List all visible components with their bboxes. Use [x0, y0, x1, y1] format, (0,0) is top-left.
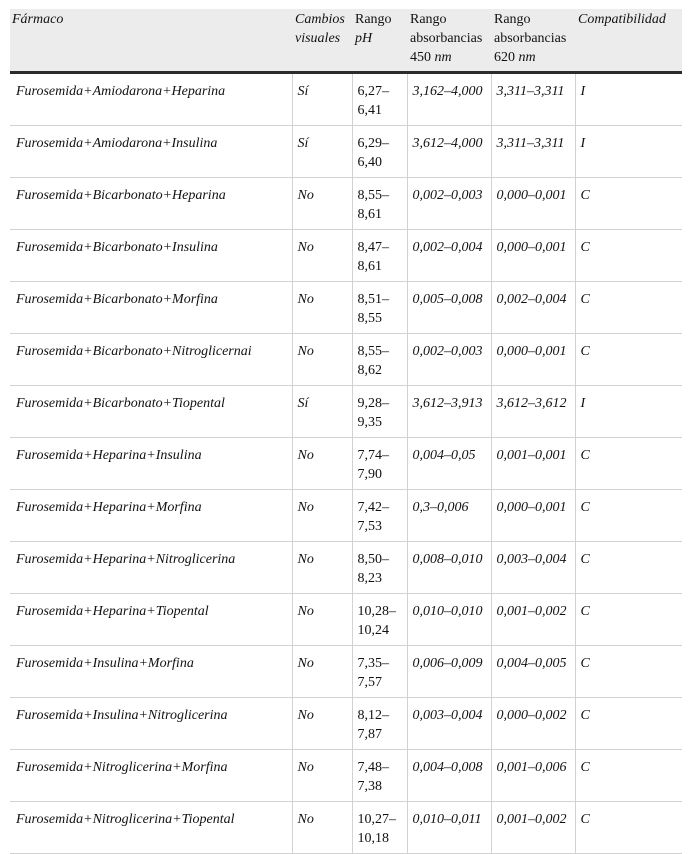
table-row [10, 490, 682, 542]
header-abs-450 [407, 9, 491, 73]
cell-rango-ph: 7,48–7,38 [352, 750, 407, 802]
header-compatibilidad: Compatibilidad [575, 9, 682, 73]
table-row [10, 750, 682, 802]
cell-compatibilidad: C [575, 802, 682, 854]
cell-farmaco: Furosemida+Insulina+Nitroglicerina [10, 698, 292, 750]
header-abs-450-text: Rango absorbancias 450 [410, 12, 483, 65]
cell-rango-ph: 10,28–10,24 [352, 594, 407, 646]
cell-cambios-visuales: No [292, 750, 352, 802]
cell-abs-450: 0,002–0,003 [407, 178, 491, 230]
cell-compatibilidad: C [575, 178, 682, 230]
cell-abs-620: 3,612–3,612 [491, 386, 575, 438]
cell-compatibilidad: C [575, 230, 682, 282]
cell-farmaco: Furosemida+Bicarbonato+Morfina [10, 282, 292, 334]
header-abs-620 [491, 9, 575, 73]
table-row [10, 594, 682, 646]
cell-compatibilidad: C [575, 282, 682, 334]
cell-farmaco: Furosemida+Amiodarona+Heparina [10, 73, 292, 126]
cell-abs-620: 0,001–0,001 [491, 438, 575, 490]
cell-rango-ph: 7,42–7,53 [352, 490, 407, 542]
table-row [10, 334, 682, 386]
cell-cambios-visuales: Sí [292, 73, 352, 126]
cell-compatibilidad: C [575, 334, 682, 386]
cell-abs-620: 0,000–0,001 [491, 490, 575, 542]
table-row [10, 386, 682, 438]
header-abs-620-text: Rango absorbancias 620 [494, 12, 567, 65]
cell-compatibilidad: C [575, 594, 682, 646]
cell-abs-450: 0,010–0,010 [407, 594, 491, 646]
table-row [10, 802, 682, 854]
table-body [10, 73, 682, 854]
cell-compatibilidad: C [575, 438, 682, 490]
cell-abs-620: 0,000–0,002 [491, 698, 575, 750]
cell-farmaco: Furosemida+Heparina+Insulina [10, 438, 292, 490]
cell-compatibilidad: I [575, 126, 682, 178]
cell-cambios-visuales: No [292, 230, 352, 282]
header-rango-ph-line2: pH [355, 31, 373, 46]
cell-cambios-visuales: Sí [292, 386, 352, 438]
cell-cambios-visuales: No [292, 438, 352, 490]
cell-abs-450: 0,3–0,006 [407, 490, 491, 542]
header-cambios-visuales: Cambios visuales [292, 9, 352, 73]
cell-abs-450: 3,612–4,000 [407, 126, 491, 178]
cell-abs-450: 0,010–0,011 [407, 802, 491, 854]
cell-rango-ph: 8,47–8,61 [352, 230, 407, 282]
cell-farmaco: Furosemida+Bicarbonato+Heparina [10, 178, 292, 230]
cell-abs-620: 0,003–0,004 [491, 542, 575, 594]
cell-rango-ph: 9,28–9,35 [352, 386, 407, 438]
cell-farmaco: Furosemida+Bicarbonato+Tiopental [10, 386, 292, 438]
cell-compatibilidad: C [575, 750, 682, 802]
cell-compatibilidad: I [575, 73, 682, 126]
cell-farmaco: Furosemida+Bicarbonato+Nitroglicernai [10, 334, 292, 386]
cell-cambios-visuales: Sí [292, 126, 352, 178]
compatibility-table-wrapper [10, 9, 682, 854]
table-row [10, 646, 682, 698]
cell-abs-450: 0,002–0,004 [407, 230, 491, 282]
table-row [10, 542, 682, 594]
cell-rango-ph: 8,55–8,62 [352, 334, 407, 386]
compatibility-table [10, 9, 682, 854]
cell-abs-620: 3,311–3,311 [491, 73, 575, 126]
cell-rango-ph: 8,55–8,61 [352, 178, 407, 230]
table-header [10, 9, 682, 73]
cell-cambios-visuales: No [292, 802, 352, 854]
table-row [10, 698, 682, 750]
cell-farmaco: Furosemida+Nitroglicerina+Morfina [10, 750, 292, 802]
cell-cambios-visuales: No [292, 178, 352, 230]
cell-abs-450: 0,002–0,003 [407, 334, 491, 386]
cell-rango-ph: 10,27–10,18 [352, 802, 407, 854]
cell-cambios-visuales: No [292, 282, 352, 334]
header-rango-ph [352, 9, 407, 73]
header-rango-ph-line1: Rango [355, 12, 392, 27]
cell-abs-620: 0,000–0,001 [491, 230, 575, 282]
cell-rango-ph: 8,50–8,23 [352, 542, 407, 594]
cell-farmaco: Furosemida+Insulina+Morfina [10, 646, 292, 698]
cell-abs-620: 0,001–0,002 [491, 802, 575, 854]
cell-rango-ph: 8,51–8,55 [352, 282, 407, 334]
header-abs-450-unit: nm [434, 50, 452, 65]
cell-compatibilidad: C [575, 646, 682, 698]
cell-cambios-visuales: No [292, 334, 352, 386]
cell-abs-620: 0,002–0,004 [491, 282, 575, 334]
cell-compatibilidad: C [575, 542, 682, 594]
header-row [10, 9, 682, 73]
header-abs-620-unit: nm [518, 50, 536, 65]
cell-rango-ph: 6,29–6,40 [352, 126, 407, 178]
cell-farmaco: Furosemida+Heparina+Nitroglicerina [10, 542, 292, 594]
cell-compatibilidad: C [575, 490, 682, 542]
cell-abs-450: 0,008–0,010 [407, 542, 491, 594]
cell-abs-450: 0,003–0,004 [407, 698, 491, 750]
cell-cambios-visuales: No [292, 698, 352, 750]
cell-cambios-visuales: No [292, 646, 352, 698]
cell-rango-ph: 8,12–7,87 [352, 698, 407, 750]
cell-abs-620: 0,000–0,001 [491, 178, 575, 230]
cell-rango-ph: 7,35–7,57 [352, 646, 407, 698]
table-row [10, 438, 682, 490]
cell-abs-450: 0,006–0,009 [407, 646, 491, 698]
cell-rango-ph: 6,27–6,41 [352, 73, 407, 126]
cell-abs-450: 3,162–4,000 [407, 73, 491, 126]
cell-compatibilidad: C [575, 698, 682, 750]
cell-farmaco: Furosemida+Bicarbonato+Insulina [10, 230, 292, 282]
cell-cambios-visuales: No [292, 594, 352, 646]
table-row [10, 230, 682, 282]
header-farmaco: Fármaco [10, 9, 292, 73]
table-row [10, 178, 682, 230]
table-row [10, 282, 682, 334]
cell-abs-620: 0,001–0,006 [491, 750, 575, 802]
cell-abs-620: 0,001–0,002 [491, 594, 575, 646]
cell-abs-620: 3,311–3,311 [491, 126, 575, 178]
cell-farmaco: Furosemida+Heparina+Tiopental [10, 594, 292, 646]
table-row [10, 73, 682, 126]
table-row [10, 126, 682, 178]
cell-abs-450: 0,004–0,008 [407, 750, 491, 802]
cell-rango-ph: 7,74–7,90 [352, 438, 407, 490]
cell-abs-620: 0,004–0,005 [491, 646, 575, 698]
cell-abs-450: 3,612–3,913 [407, 386, 491, 438]
cell-farmaco: Furosemida+Heparina+Morfina [10, 490, 292, 542]
cell-abs-620: 0,000–0,001 [491, 334, 575, 386]
cell-farmaco: Furosemida+Nitroglicerina+Tiopental [10, 802, 292, 854]
cell-compatibilidad: I [575, 386, 682, 438]
cell-abs-450: 0,004–0,05 [407, 438, 491, 490]
cell-cambios-visuales: No [292, 490, 352, 542]
cell-abs-450: 0,005–0,008 [407, 282, 491, 334]
cell-cambios-visuales: No [292, 542, 352, 594]
cell-farmaco: Furosemida+Amiodarona+Insulina [10, 126, 292, 178]
